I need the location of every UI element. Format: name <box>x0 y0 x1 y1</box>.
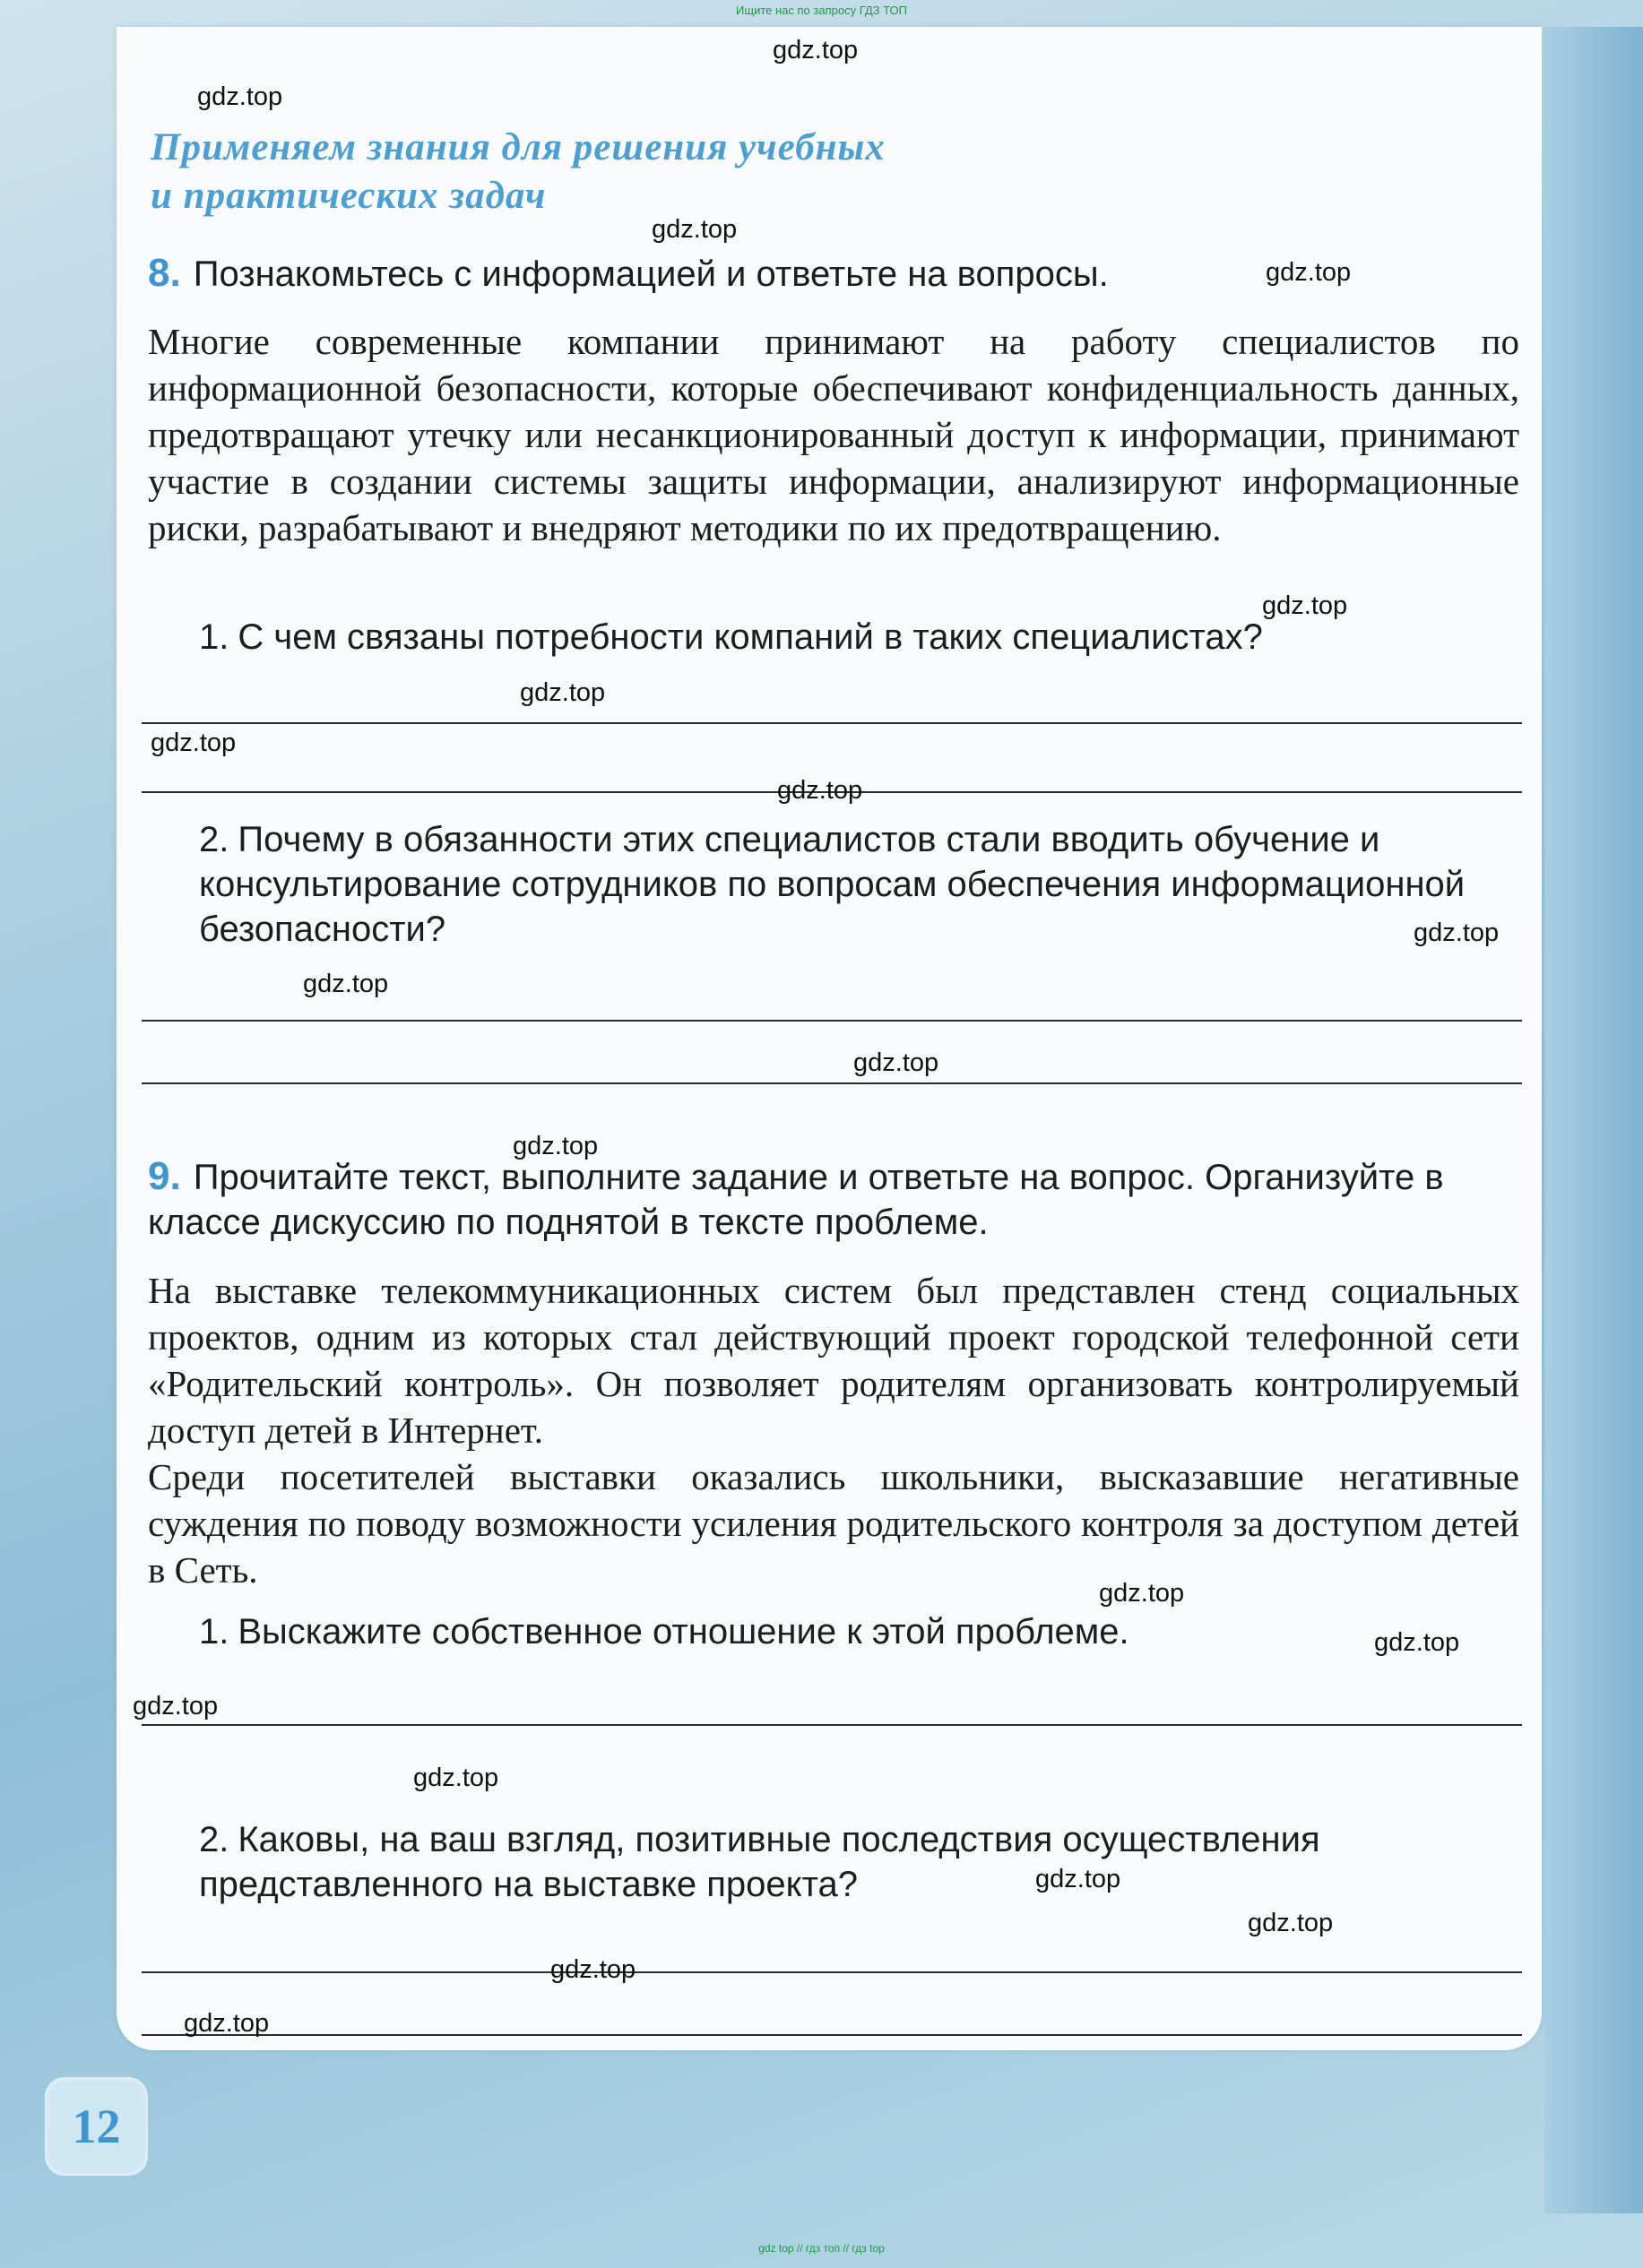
task-8-question-2 <box>199 817 1526 952</box>
question-text: Выскажите собственное отношение к этой проблеме. <box>238 1612 1129 1651</box>
question-text: Каковы, на ваш взгляд, позитивные последствия осуществления представленного на выставке проекта? <box>199 1820 1320 1904</box>
task-9-prompt-text: Прочитайте текст, выполните задание и ответьте на вопрос. Организуйте в классе дискуссию по поднятой в тексте проблеме. <box>148 1158 1444 1242</box>
question-text: С чем связаны потребности компаний в таких специалистах? <box>238 617 1263 657</box>
watermark: gdz.top <box>520 678 606 707</box>
question-number: 2. <box>199 1820 229 1859</box>
task-9-paragraph-1: На выставке телекоммуникационных систем был представлен стенд социальных проектов, одним из которых стал действующий проект городской телефонной сети «Родительский контроль». Он позволяет родителям организовать контролируемый доступ детей в Интернет. <box>148 1270 1519 1451</box>
watermark: gdz.top <box>1414 918 1500 947</box>
watermark: gdz.top <box>1248 1909 1334 1937</box>
task-9-number: 9. <box>148 1154 181 1198</box>
task-8-question-1 <box>199 615 1526 660</box>
watermark: gdz.top <box>652 215 738 244</box>
task-9-paragraph-2: Среди посетителей выставки оказались школьники, высказавшие негативные суждения по поводу возможности усиления родительского контроля за доступом детей в Сеть. <box>148 1456 1519 1591</box>
answer-line[interactable] <box>142 1971 1522 1973</box>
task-9-question-2 <box>199 1817 1526 1907</box>
watermark: gdz.top <box>133 1692 219 1720</box>
page-number: 12 <box>45 2077 148 2176</box>
task-8-text: Многие современные компании принимают на работу специалистов по информационной безопасности, которые обеспечивают конфиденциальность данных, предотвращают утечку или несанкционированный доступ к информации, принимают участие в создании системы защиты информации, анализируют информационные риски, разрабатывают и внедряют методики по их предотвращению. <box>148 321 1519 548</box>
answer-line[interactable] <box>142 1082 1522 1084</box>
watermark: gdz.top <box>151 729 237 757</box>
watermark: gdz.top <box>197 82 283 111</box>
task-8-number: 8. <box>148 251 181 295</box>
heading-line-1: Применяем знания для решения учебных <box>151 126 886 168</box>
watermark: gdz.top <box>853 1048 939 1077</box>
answer-line[interactable] <box>142 2034 1522 2036</box>
task-8-prompt-text: Познакомьтесь с информацией и ответьте на вопросы. <box>193 254 1109 294</box>
heading-line-2: и практических задач <box>151 175 547 217</box>
answer-line[interactable] <box>142 1724 1522 1726</box>
watermark: gdz.top <box>1374 1628 1460 1657</box>
question-number: 2. <box>199 820 229 859</box>
watermark: gdz.top <box>303 970 389 998</box>
bottom-note: gdz top // гдз топ // гдз top <box>758 2242 885 2255</box>
answer-line[interactable] <box>142 722 1522 724</box>
watermark: gdz.top <box>1035 1865 1121 1893</box>
question-number: 1. <box>199 617 229 657</box>
watermark: gdz.top <box>184 2009 270 2038</box>
watermark: gdz.top <box>1266 258 1352 287</box>
watermark: gdz.top <box>1262 591 1348 620</box>
top-note: Ищите нас по запросу ГДЗ ТОП <box>736 4 907 17</box>
task-9-prompt <box>148 1154 1528 1245</box>
watermark: gdz.top <box>513 1132 599 1160</box>
section-heading <box>151 124 1226 220</box>
watermark: gdz.top <box>777 776 863 805</box>
watermark: gdz.top <box>773 36 859 65</box>
question-number: 1. <box>199 1612 229 1651</box>
task-9-question-1 <box>199 1609 1526 1654</box>
watermark: gdz.top <box>413 1764 499 1792</box>
watermark: gdz.top <box>550 1955 636 1984</box>
watermark: gdz.top <box>1099 1579 1185 1608</box>
answer-line[interactable] <box>142 1020 1522 1022</box>
question-text: Почему в обязанности этих специалистов стали вводить обучение и консультирование сотрудников по вопросам обеспечения информационной безопасности? <box>199 820 1466 949</box>
